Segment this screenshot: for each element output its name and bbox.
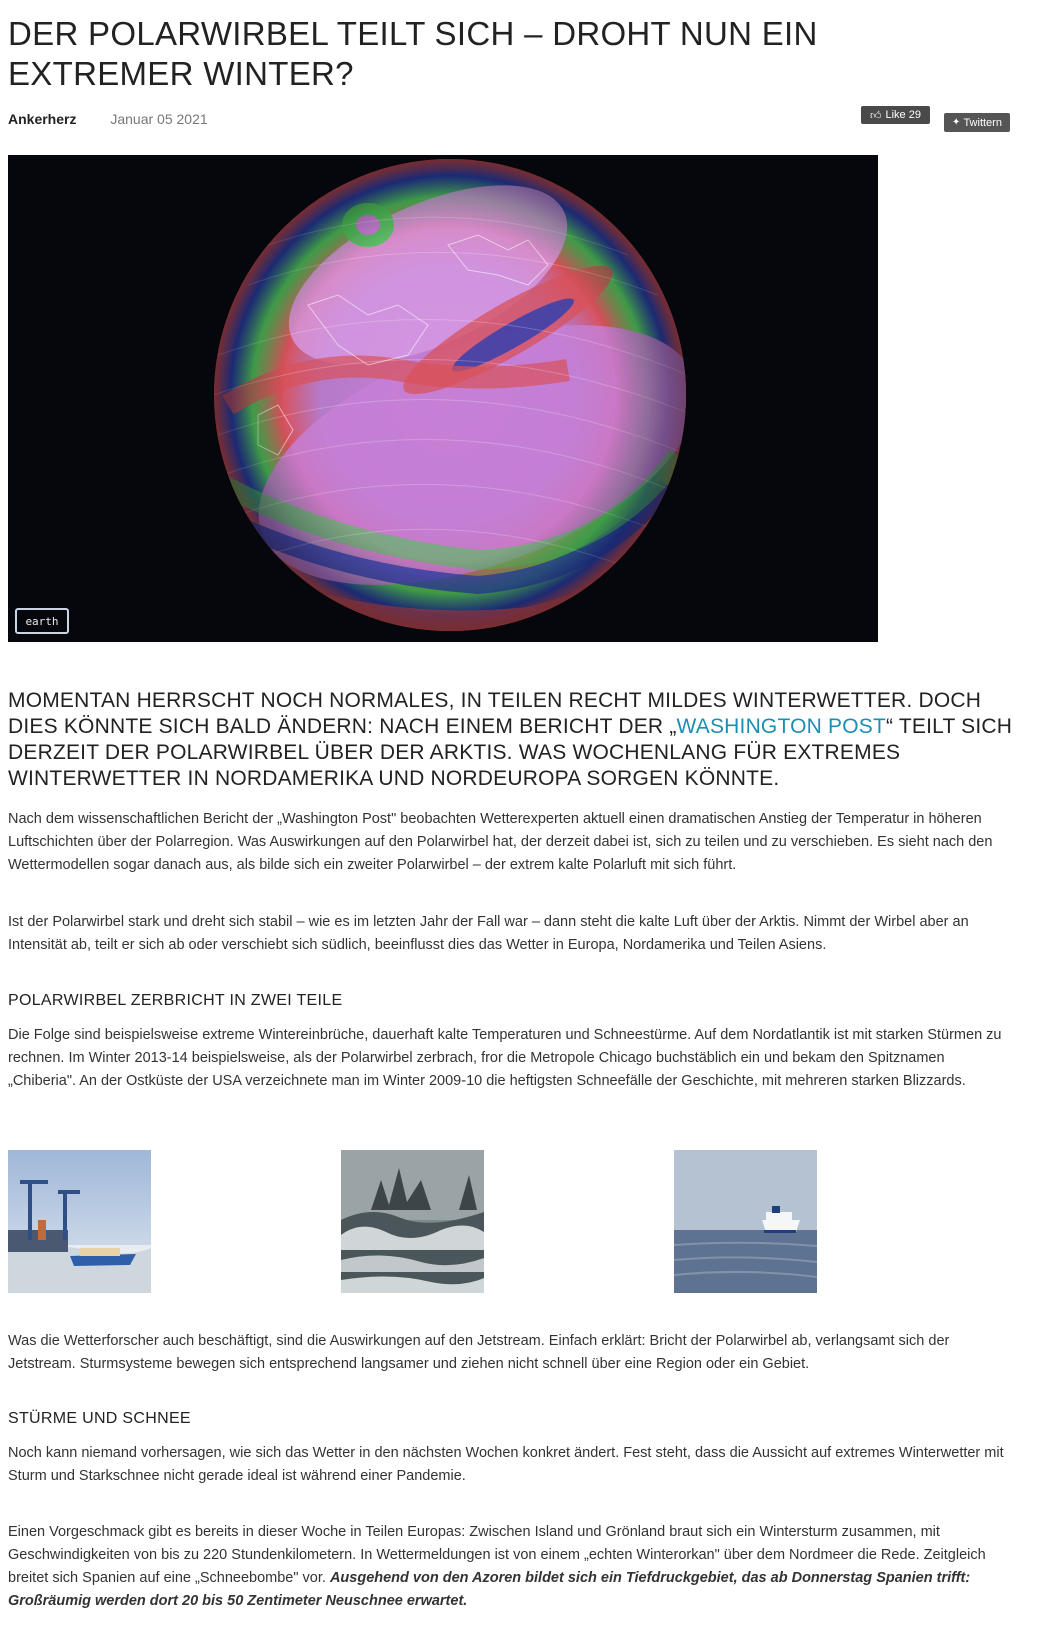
stormy-sea-rocks-picture: [341, 1150, 484, 1293]
paragraph-1: Nach dem wissenschaftlichen Bericht der „Washington Post" beobachten Wetterexperten aktuell einen dramatischen Anstieg der Temperatur in höheren Luftschichten über der Polarregion. Was Auswirkungen auf den Polarwirbel hat, der derzeit dabei ist, sich zu teilen und zu verschieben. Es sieht nach den Wettermodellen sogar danach aus, als bilde sich ein zweiter Polarwirbel – der extrem kalte Polarluft mit sich führt.: [8, 811, 993, 873]
paragraph-2: Ist der Polarwirbel stark und dreht sich stabil – wie es im letzten Jahr der Fall war – dann steht die kalte Luft über der Arktis. Nimmt der Wirbel aber an Intensität ab, teilt er sich ab oder verschiebt sich südlich, beeinflusst dies das Wetter in Europa, Nordamerika und Teilen Asiens.: [8, 914, 969, 953]
lead-text-part2: “ TEILT SICH DERZEIT DER POLARWIRBEL ÜBER DER ARKTIS. WAS WOCHENLANG FÜR EXTREMES WINTERWETTER IN NORDAMERIKA UND NORDEUROPA SORGEN KÖNNTE.: [8, 715, 1013, 790]
thumbs-up-icon: 👍︎: [870, 109, 882, 122]
subheading-polarwirbel: POLARWIRBEL ZERBRICHT IN ZWEI TEILE: [8, 992, 343, 1009]
like-label: Like 29: [885, 109, 921, 121]
hero-image-polar-vortex: [8, 155, 878, 642]
paragraph-5: Noch kann niemand vorhersagen, wie sich das Wetter in den nächsten Wochen konkret ändert. Fest steht, dass die Aussicht auf extremes Winterwetter mit Sturm und Starkschnee nicht gerade ideal ist während einer Pandemie.: [8, 1445, 1004, 1484]
twitter-bird-icon: ✦: [952, 117, 961, 128]
earth-badge[interactable]: earth: [15, 608, 69, 634]
paragraph-6: [8, 1521, 1013, 1613]
subheading-stuerme: STÜRME UND SCHNEE: [8, 1410, 191, 1427]
facebook-like-button[interactable]: [861, 106, 930, 124]
gallery-image-ship-at-sea[interactable]: [674, 1150, 817, 1293]
gallery-image-harbor-ferry[interactable]: [8, 1150, 151, 1293]
lead-paragraph: [8, 688, 1018, 792]
paragraph-6-text: Einen Vorgeschmack gibt es bereits in dieser Woche in Teilen Europas: Zwischen Island und Grönland braut sich ein Wintersturm zusammen, mit Geschwindigkeiten von bis zu 220 Stundenkilometern. In Wettermeldungen ist von einem „echten Winterorkan" über dem Nordmeer die Rede. Zeitgleich breitet sich Spanien auf eine „Schneebombe" vor.: [8, 1524, 986, 1586]
paragraph-3: Die Folge sind beispielsweise extreme Wintereinbrüche, dauerhaft kalte Temperaturen und Schneestürme. Auf dem Nordatlantik ist mit starken Stürmen zu rechnen. Im Winter 2013-14 beispielsweise, als der Polarwirbel zerbrach, fror die Metropole Chicago buchstäblich ein und bekam den Spitznamen „Chiberia". An der Ostküste der USA verzeichnete man im Winter 2009-10 die heftigsten Schneefälle der Geschichte, mit mehreren starken Blizzards.: [8, 1027, 1002, 1089]
lead-text-part1: MOMENTAN HERRSCHT NOCH NORMALES, IN TEILEN RECHT MILDES WINTERWETTER. DOCH DIES KÖNNTE SICH BALD ÄNDERN: NACH EINEM BERICHT DER „: [8, 689, 982, 738]
tweet-label: Twittern: [963, 116, 1002, 129]
article-title: DER POLARWIRBEL TEILT SICH – DROHT NUN EIN EXTREMER WINTER?: [8, 15, 818, 92]
ship-at-sea-picture: [674, 1150, 817, 1293]
wind-globe-graphic: [8, 155, 878, 642]
harbor-ferry-picture: [8, 1150, 151, 1293]
tweet-button[interactable]: [944, 113, 1010, 132]
publish-date: Januar 05 2021: [110, 111, 208, 127]
article-meta: [8, 111, 208, 127]
paragraph-6-emphasis: Ausgehend von den Azoren bildet sich ein Tiefdruckgebiet, das ab Donnerstag Spanien trifft: Großräumig werden dort 20 bis 50 Zentimeter Neuschnee erwartet.: [8, 1570, 971, 1609]
washington-post-link[interactable]: WASHINGTON POST: [676, 715, 887, 738]
paragraph-4: Was die Wetterforscher auch beschäftigt, sind die Auswirkungen auf den Jetstream. Einfach erklärt: Bricht der Polarwirbel ab, verlangsamt sich der Jetstream. Sturmsysteme bewegen sich entsprechend langsamer und ziehen nicht schnell über eine Region oder ein Gebiet.: [8, 1333, 950, 1372]
author-name[interactable]: Ankerherz: [8, 111, 77, 127]
gallery-image-stormy-sea-rocks[interactable]: [341, 1150, 484, 1293]
